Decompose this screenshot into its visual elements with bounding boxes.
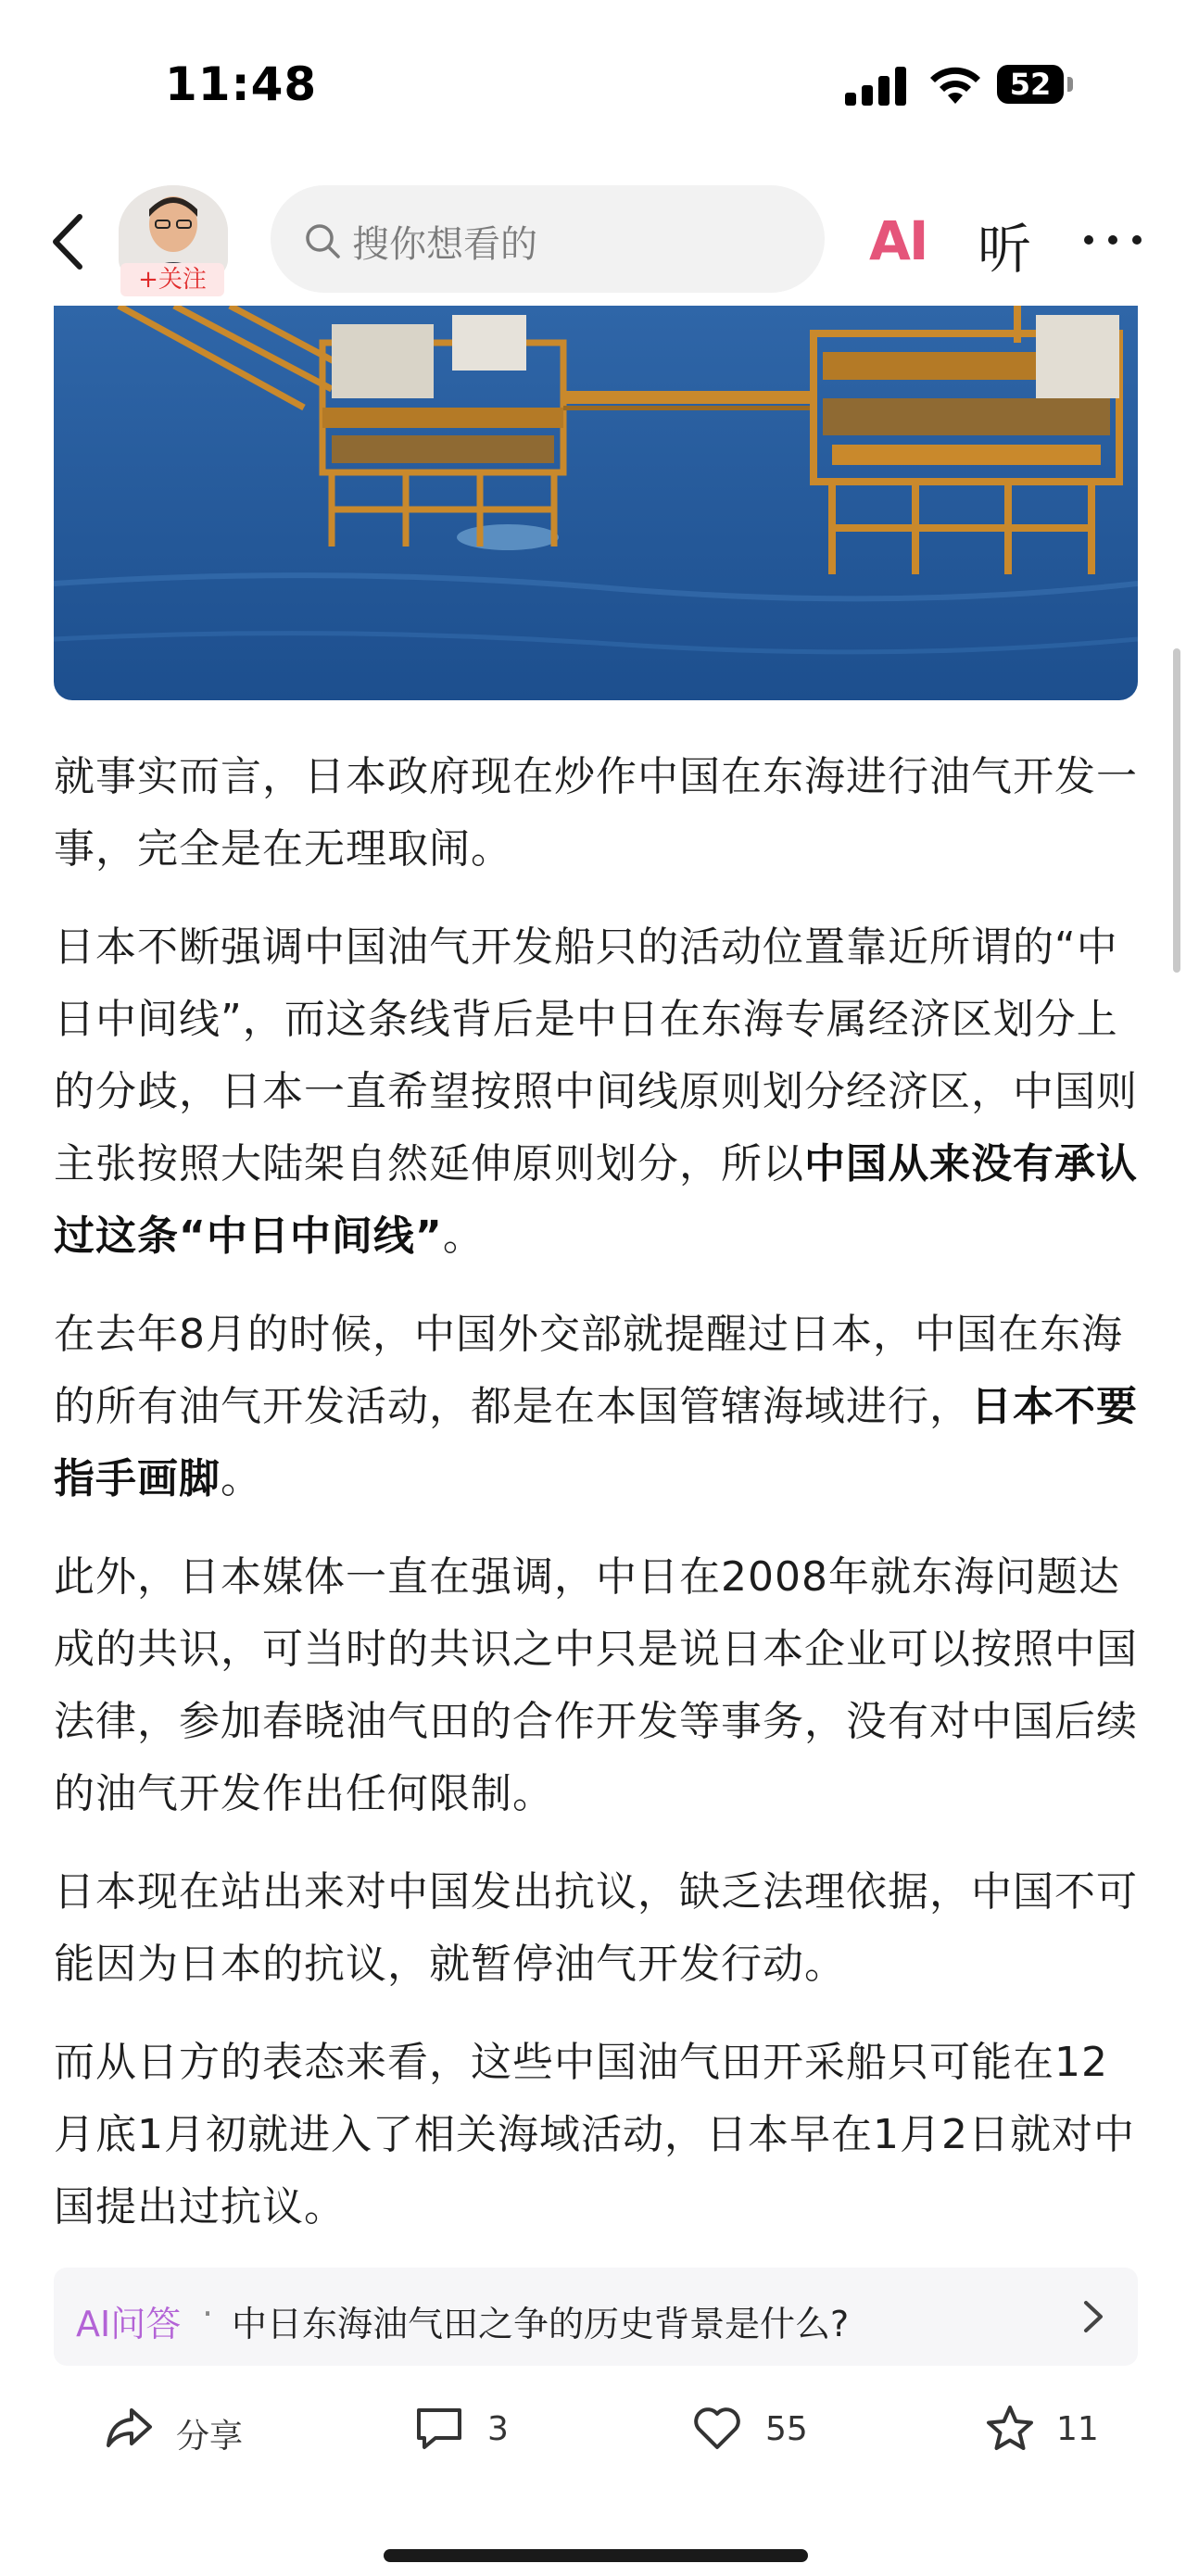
author-avatar-group[interactable]	[119, 185, 228, 296]
article-paragraph	[54, 1856, 1147, 2001]
paragraph-highlight: 日本不要指手画脚	[54, 1383, 1138, 1502]
back-arrow-icon[interactable]	[43, 209, 95, 274]
ai-question-bar[interactable]	[54, 2268, 1138, 2366]
search-icon	[304, 222, 341, 259]
article-paragraph	[54, 1299, 1147, 1515]
paragraph-text: 。	[442, 1213, 485, 1260]
paragraph-text: 在去年8月的时候，中国外交部就提醒过日本，中国在东海的所有油气开发活动，都是在本国管辖海域进行，	[54, 1311, 1123, 1430]
article-paragraph	[54, 1541, 1147, 1830]
paragraph-text: 而从日方的表态来看，这些中国油气田开采船只可能在12月底1月初就进入了相关海域活动，日本早在1月2日就对中国提出过抗议。	[54, 2039, 1135, 2230]
paragraph-text: 。	[221, 1455, 262, 1502]
article-body	[54, 741, 1147, 2269]
search-input[interactable]	[271, 185, 825, 293]
search-placeholder: 搜你想看的	[352, 223, 537, 266]
battery-level: 52	[997, 65, 1064, 104]
ai-question-text: 中日东海油气田之争的历史背景是什么?	[232, 2304, 850, 2344]
bottom-action-bar	[0, 2381, 1186, 2482]
battery-icon	[997, 65, 1075, 104]
article-image	[54, 306, 1138, 700]
paragraph-text: 就事实而言，日本政府现在炒作中国在东海进行油气开发一事，完全是在无理取闹。	[54, 753, 1138, 873]
favorite-button[interactable]	[984, 2403, 1123, 2458]
article-paragraph	[54, 741, 1147, 886]
follow-button[interactable]: +关注	[120, 263, 224, 296]
comment-button[interactable]	[413, 2403, 552, 2458]
ai-qa-label: AI问答	[76, 2304, 182, 2344]
comment-count: 3	[487, 2410, 509, 2448]
oil-platform-illustration	[54, 306, 1138, 700]
article-paragraph	[54, 2027, 1147, 2243]
like-button[interactable]	[691, 2403, 830, 2458]
wifi-icon	[927, 61, 984, 106]
paragraph-text: 日本现在站出来对中国发出抗议，缺乏法理依据，中国不可能因为日本的抗议，就暂停油气开发行动。	[54, 1868, 1138, 1988]
listen-button[interactable]: 听	[978, 218, 1032, 281]
more-options-icon[interactable]	[1084, 235, 1143, 246]
scrollbar[interactable]	[1173, 648, 1180, 973]
paragraph-highlight: 中国从来没有承认过这条“中日中间线”	[54, 1140, 1138, 1260]
status-bar	[0, 0, 1186, 176]
home-indicator[interactable]	[384, 2549, 808, 2562]
like-count: 55	[765, 2410, 808, 2448]
comment-icon	[413, 2405, 465, 2453]
article-header	[0, 176, 1186, 306]
article-paragraph	[54, 911, 1147, 1273]
cellular-signal-icon	[845, 65, 908, 106]
share-button[interactable]	[104, 2403, 271, 2458]
separator-dot: ·	[202, 2293, 214, 2334]
chevron-right-icon	[1080, 2297, 1106, 2336]
status-time: 11:48	[165, 57, 318, 111]
star-icon	[984, 2403, 1036, 2455]
paragraph-text: 日本不断强调中国油气开发船只的活动位置靠近所谓的“中日中间线”，而这条线背后是中日在东海专属经济区划分上的分歧，日本一直希望按照中间线原则划分经济区，中国则主张按照大陆架自然延伸原则划分，所以	[54, 924, 1138, 1187]
favorite-count: 11	[1056, 2410, 1099, 2448]
paragraph-text: 此外，日本媒体一直在强调，中日在2008年就东海问题达成的共识，可当时的共识之中只是说日本企业可以按照中国法律，参加春晓油气田的合作开发等事务，没有对中国后续的油气开发作出任何限制。	[54, 1553, 1138, 1817]
share-label: 分享	[176, 2418, 244, 2456]
heart-icon	[691, 2405, 743, 2453]
ai-assistant-button[interactable]: AI	[869, 209, 927, 272]
share-icon	[104, 2403, 154, 2453]
